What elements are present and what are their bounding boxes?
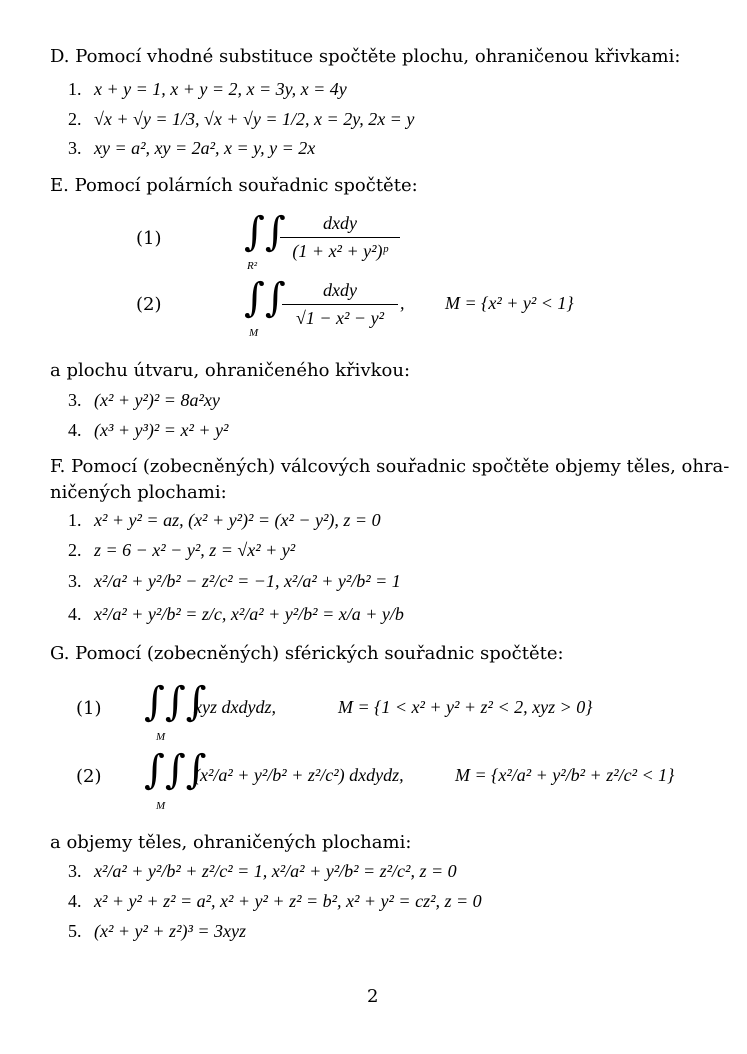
- list-item: 3. (x² + y²)² = 8a²xy: [68, 390, 220, 410]
- integral-domain: M: [249, 327, 259, 339]
- section-f-heading: F. Pomocí (zobecněných) válcových souřadnic spočtěte objemy těles, ohra-: [50, 456, 730, 477]
- integral-domain: R²: [247, 260, 258, 272]
- integrand: xyz dxdydz,: [194, 697, 276, 717]
- equation: x²/a² + y²/b² + z²/c² = 1, x²/a² + y²/b² = z²/c², z = 0: [94, 861, 457, 881]
- equation: xy = a², xy = 2a², x = y, y = 2x: [94, 138, 316, 158]
- integration-domain: M = {x² + y² < 1}: [445, 293, 574, 313]
- equation: x² + y² = az, (x² + y²)² = (x² − y²), z = 0: [94, 510, 381, 530]
- list-item: 3. xy = a², xy = 2a², x = y, y = 2x: [68, 138, 316, 158]
- equation: x² + y² + z² = a², x² + y² + z² = b², x² + y² = cz², z = 0: [94, 891, 482, 911]
- equation-label: (2): [136, 294, 162, 315]
- section-e-heading: E. Pomocí polárních souřadnic spočtěte:: [50, 175, 418, 196]
- fraction: dxdy √1 − x² − y²: [282, 280, 398, 329]
- triple-integral-icon: ∫∫∫: [144, 679, 207, 725]
- section-d-heading: D. Pomocí vhodné substituce spočtěte plochu, ohraničenou křivkami:: [50, 46, 681, 67]
- list-item: 3. x²/a² + y²/b² + z²/c² = 1, x²/a² + y²/b² = z²/c², z = 0: [68, 861, 457, 881]
- triple-integral-icon: ∫∫∫: [144, 747, 207, 793]
- comma: ,: [400, 293, 405, 313]
- section-f-heading-cont: ničených plochami:: [50, 482, 227, 503]
- integral-domain: M: [156, 800, 166, 812]
- list-item: 1. x + y = 1, x + y = 2, x = 3y, x = 4y: [68, 79, 347, 99]
- page-number: 2: [367, 986, 379, 1007]
- equation: x²/a² + y²/b² = z/c, x²/a² + y²/b² = x/a + y/b: [94, 604, 404, 624]
- equation-label: (2): [76, 766, 102, 787]
- double-integral-icon: ∫∫: [244, 275, 286, 321]
- equation-label: (1): [76, 698, 102, 719]
- double-integral-icon: ∫∫: [244, 209, 286, 255]
- integration-domain: M = {x²/a² + y²/b² + z²/c² < 1}: [455, 765, 675, 785]
- equation: (x² + y² + z²)³ = 3xyz: [94, 921, 246, 941]
- list-item: 2. √x + √y = 1/3, √x + √y = 1/2, x = 2y, 2x = y: [68, 109, 415, 129]
- list-item: 5. (x² + y² + z²)³ = 3xyz: [68, 921, 246, 941]
- section-g-heading: G. Pomocí (zobecněných) sférických souřadnic spočtěte:: [50, 643, 564, 664]
- equation-label: (1): [136, 228, 162, 249]
- equation: (x² + y²)² = 8a²xy: [94, 390, 220, 410]
- list-item: 3. x²/a² + y²/b² − z²/c² = −1, x²/a² + y²/b² = 1: [68, 571, 401, 591]
- equation: x²/a² + y²/b² − z²/c² = −1, x²/a² + y²/b² = 1: [94, 571, 401, 591]
- list-item: 4. x²/a² + y²/b² = z/c, x²/a² + y²/b² = x/a + y/b: [68, 604, 404, 624]
- integral-domain: M: [156, 731, 166, 743]
- equation: x + y = 1, x + y = 2, x = 3y, x = 4y: [94, 79, 347, 99]
- equation: √x + √y = 1/3, √x + √y = 1/2, x = 2y, 2x = y: [94, 109, 415, 129]
- list-item: 4. x² + y² + z² = a², x² + y² + z² = b², x² + y² = cz², z = 0: [68, 891, 482, 911]
- equation: z = 6 − x² − y², z = √x² + y²: [94, 540, 296, 560]
- list-item: 4. (x³ + y³)² = x² + y²: [68, 420, 229, 440]
- integration-domain: M = {1 < x² + y² + z² < 2, xyz > 0}: [338, 697, 593, 717]
- fraction: dxdy (1 + x² + y²)ᵖ: [280, 213, 400, 262]
- equation: (x³ + y³)² = x² + y²: [94, 420, 229, 440]
- list-item: 2. z = 6 − x² − y², z = √x² + y²: [68, 540, 296, 560]
- section-g-intro: a objemy těles, ohraničených plochami:: [50, 832, 412, 853]
- integrand: (x²/a² + y²/b² + z²/c²) dxdydz,: [194, 765, 404, 785]
- list-item: 1. x² + y² = az, (x² + y²)² = (x² − y²), z = 0: [68, 510, 381, 530]
- section-e-intro: a plochu útvaru, ohraničeného křivkou:: [50, 360, 411, 381]
